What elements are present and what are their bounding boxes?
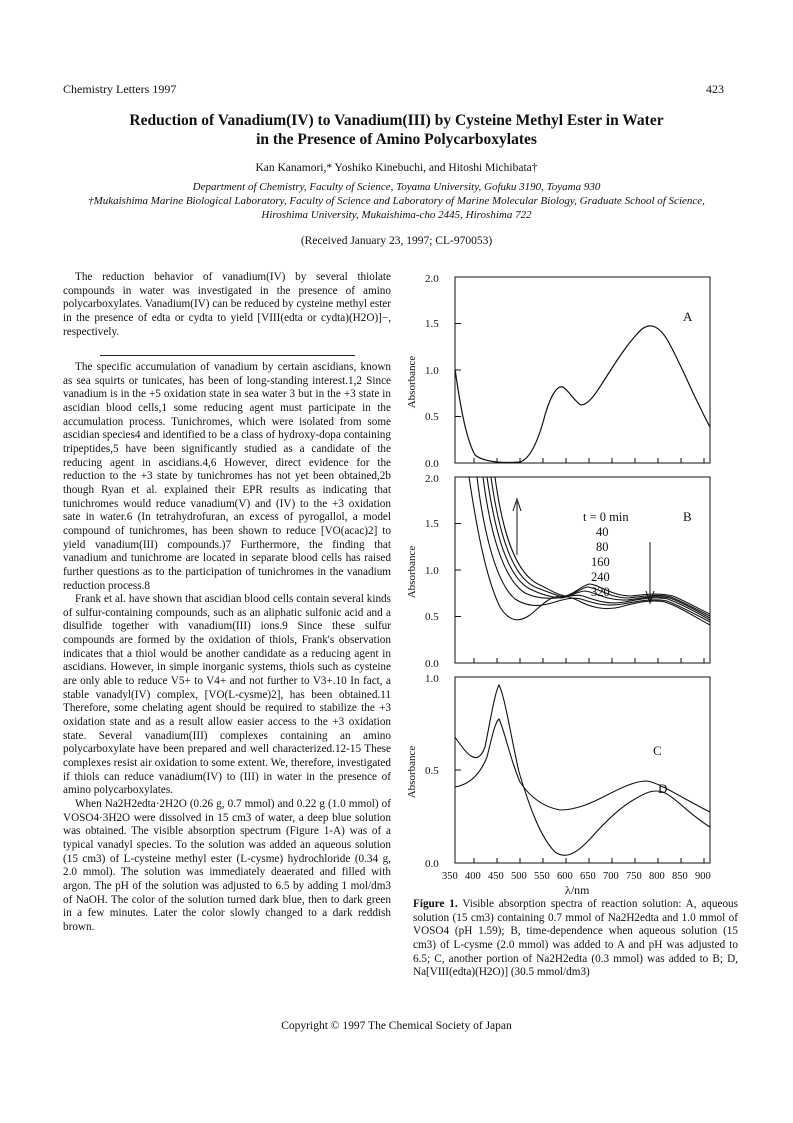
time-label-80: 80 [596,540,609,554]
received-date: (Received January 23, 1997; CL-970053) [300,235,493,247]
panel-a-ytick-4: 2.0 [425,273,439,285]
paragraph-3: When Na2H2edta·2H2O (0.26 g, 0.7 mmol) and 0.22 g (1.0 mmol) of VOSO4·3H2O were dissolved in 15 cm3 of water, a deep blue solution was obtained. The visible absorption spectrum (Figure 1-A) was of a typical vanadyl species. To the solution was added an aqueous solution (15 cm3) of L-cysteine methyl ester (L-cysme) hydrochloride (0.34 g, 2.0 mmol). The solution was immediately deaerated and filled with argon. The pH of the solution was adjusted to 6.5 by adding 1 mol/dm3 of NaOH. The color of the solution turned dark blue, then to dark green in a few minutes. Later the color slowly changed to a dark reddish brown. [63,798,391,933]
authors: Kan Kanamori,* Yoshiko Kinebuchi, and Hitoshi Michibata† [255,162,538,174]
xtick-850: 850 [672,871,688,882]
panel-a-label: A [683,309,693,324]
xtick-450: 450 [488,871,504,882]
xtick-700: 700 [603,871,619,882]
time-label-40: 40 [596,525,609,539]
curve-c-label: C [653,743,662,758]
panel-a-ytick-1: 0.5 [425,411,439,423]
panel-c [406,673,710,870]
arrow-up-icon [513,499,521,555]
spectrum-a [455,326,710,463]
panel-a [406,273,710,470]
xtick-650: 650 [580,871,596,882]
panel-b-ytick-2: 1.0 [425,565,439,577]
abstract-divider [100,355,355,356]
caption-text: Visible absorption spectra of reaction solution: A, aqueous solution (15 cm3) containing 0.7 mmol of Na2H2edta and 1.0 mmol of VOSO4 (pH 1.59); B, time-dependence when aqueous solution (15 cm3) of L-cysme (2.0 mmol) was added to A and pH was adjusted to 6.5; C, another portion of Na2H2edta (0.3 mmol) was added to B; D, Na[VIII(edta)(H2O)] (30.5 mmol/dm3) [413,898,738,979]
panel-a-ytick-0: 0.0 [425,458,439,470]
abstract [63,271,391,339]
panel-c-ytick-1: 0.5 [425,765,439,777]
spectrum-b-0 [469,477,710,625]
time-label-160: 160 [591,555,610,569]
xtick-400: 400 [465,871,481,882]
panel-b-frame [455,477,710,663]
panel-a-ytick-3: 1.5 [425,318,439,330]
panel-b-ylabel: Absorbance [406,545,418,599]
copyright: Copyright © 1997 The Chemical Society of Japan [281,1020,512,1032]
xtick-800: 800 [649,871,665,882]
spectrum-c [455,685,710,855]
affiliation-3: Hiroshima University, Mukaishima-cho 2445, Hiroshima 722 [261,209,532,221]
xtick-550: 550 [534,871,550,882]
figure-caption [413,898,738,980]
paragraph-2: Frank et al. have shown that ascidian blood cells contain several kinds of sulfur-containing compounds, such as an aliphatic sulfonic acid and a disulfide together with vanadium(III) ions.9 Since these sulfur compounds are formed by the oxidation of thiols, Frank's observation indicates that a thiol would be another candidate as a reducing agent in ascidians. However, in simple inorganic systems, thiols such as cysteine are only able to reduce V5+ to V4+ and not further to V3+.10 In fact, a stable vanadyl(IV) complex, [VO(L-cysme)2], has been obtained.11 Therefore, some chelating agent should be required to stabilize the +3 oxidation state and as a result allow easier access to the +3 oxidation state. Several vanadium(III) complexes containing an amino polycarboxylate have been prepared and well characterized.12-15 These complexes resist air oxidation to some extent. We, therefore, investigated if thiols can reduce vanadium(IV) to (III) in water in the presence of amino polycarboxylates. [63,593,391,797]
panel-b-label: B [683,509,692,524]
time-label-320: 320 [591,585,610,599]
time-label-0: t = 0 min [583,510,629,524]
panel-b [406,473,710,670]
figure-1-spectra [395,262,740,897]
curve-d-label: D [658,781,668,796]
page-number: 423 [706,82,724,96]
article-title [60,111,733,149]
abstract-text: The reduction behavior of vanadium(IV) by several thiolate compounds in water was investigated in the presence of amino polycarboxylates. Vanadium(IV) can be reduced by cysteine methyl ester in the presence of edta or cydta to yield [VIII(edta or cydta)(H2O)]−, respectively. [63,271,391,338]
panel-b-ytick-3: 1.5 [425,518,439,530]
time-label-240: 240 [591,570,610,584]
xtick-350: 350 [442,871,458,882]
panel-b-ytick-0: 0.0 [425,658,439,670]
body-text [63,361,391,935]
panel-a-frame [455,277,710,463]
spectra-b [469,477,710,625]
panel-b-ytick-1: 0.5 [425,611,439,623]
xtick-750: 750 [626,871,642,882]
panel-c-ytick-2: 1.0 [425,673,439,685]
paragraph-1: The specific accumulation of vanadium by certain ascidians, known as sea squirts or tunicates, has been of long-standing interest.1,2 Since vanadium is in the +5 oxidation state in sea water 3 but in the +3 state in ascidian blood cells,1 some reducing agent must participate in the accumulation process. Tunichromes, which were isolated from some ascidian species4 and identified to be a class of hydroxy-dopa containing tripeptides,5 have been significantly studied as a candidate of the reducing agent in ascidians.4,6 However, direct evidence for the reduction to the +3 state by tunichromes has not yet been obtained,2b though Ryan et al. explained their EPR results as indicating that tunichromes would reduce vanadium(V) and (IV) to the +3 oxidation sate in water.6 (In tetrahydrofuran, an excess of pyrogallol, a model compound of tunichromes, has been shown to reduce [VO(acac)2] to yield vanadium(III) compounds.)7 Furthermore, the finding that vanadium and tunichrome are located in separate blood cells has raised further questions as to the participation of tunichromes in the vanadium reduction process.8 [63,361,391,592]
x-tick-labels [442,871,711,882]
xtick-500: 500 [511,871,527,882]
affiliation-1: Department of Chemistry, Faculty of Science, Toyama University, Gofuku 3190, Toyama 930 [192,181,601,193]
x-axis-label: λ/nm [565,883,590,897]
caption-label: Figure 1. [413,898,458,910]
xtick-600: 600 [557,871,573,882]
panel-b-ytick-4: 2.0 [425,473,439,485]
panel-a-ytick-2: 1.0 [425,365,439,377]
xtick-900: 900 [695,871,711,882]
journal-header: Chemistry Letters 1997 [63,82,177,96]
title-line-1: Reduction of Vanadium(IV) to Vanadium(III) by Cysteine Methyl Ester in Water [129,112,664,129]
panel-c-ylabel: Absorbance [406,745,418,799]
panel-a-ylabel: Absorbance [406,355,418,409]
affiliation-2: †Mukaishima Marine Biological Laboratory, Faculty of Science and Laboratory of Marine Molecular Biology, Graduate School of Science, [88,195,705,207]
title-line-2: in the Presence of Amino Polycarboxylates [256,131,537,148]
panel-c-ytick-0: 0.0 [425,858,439,870]
